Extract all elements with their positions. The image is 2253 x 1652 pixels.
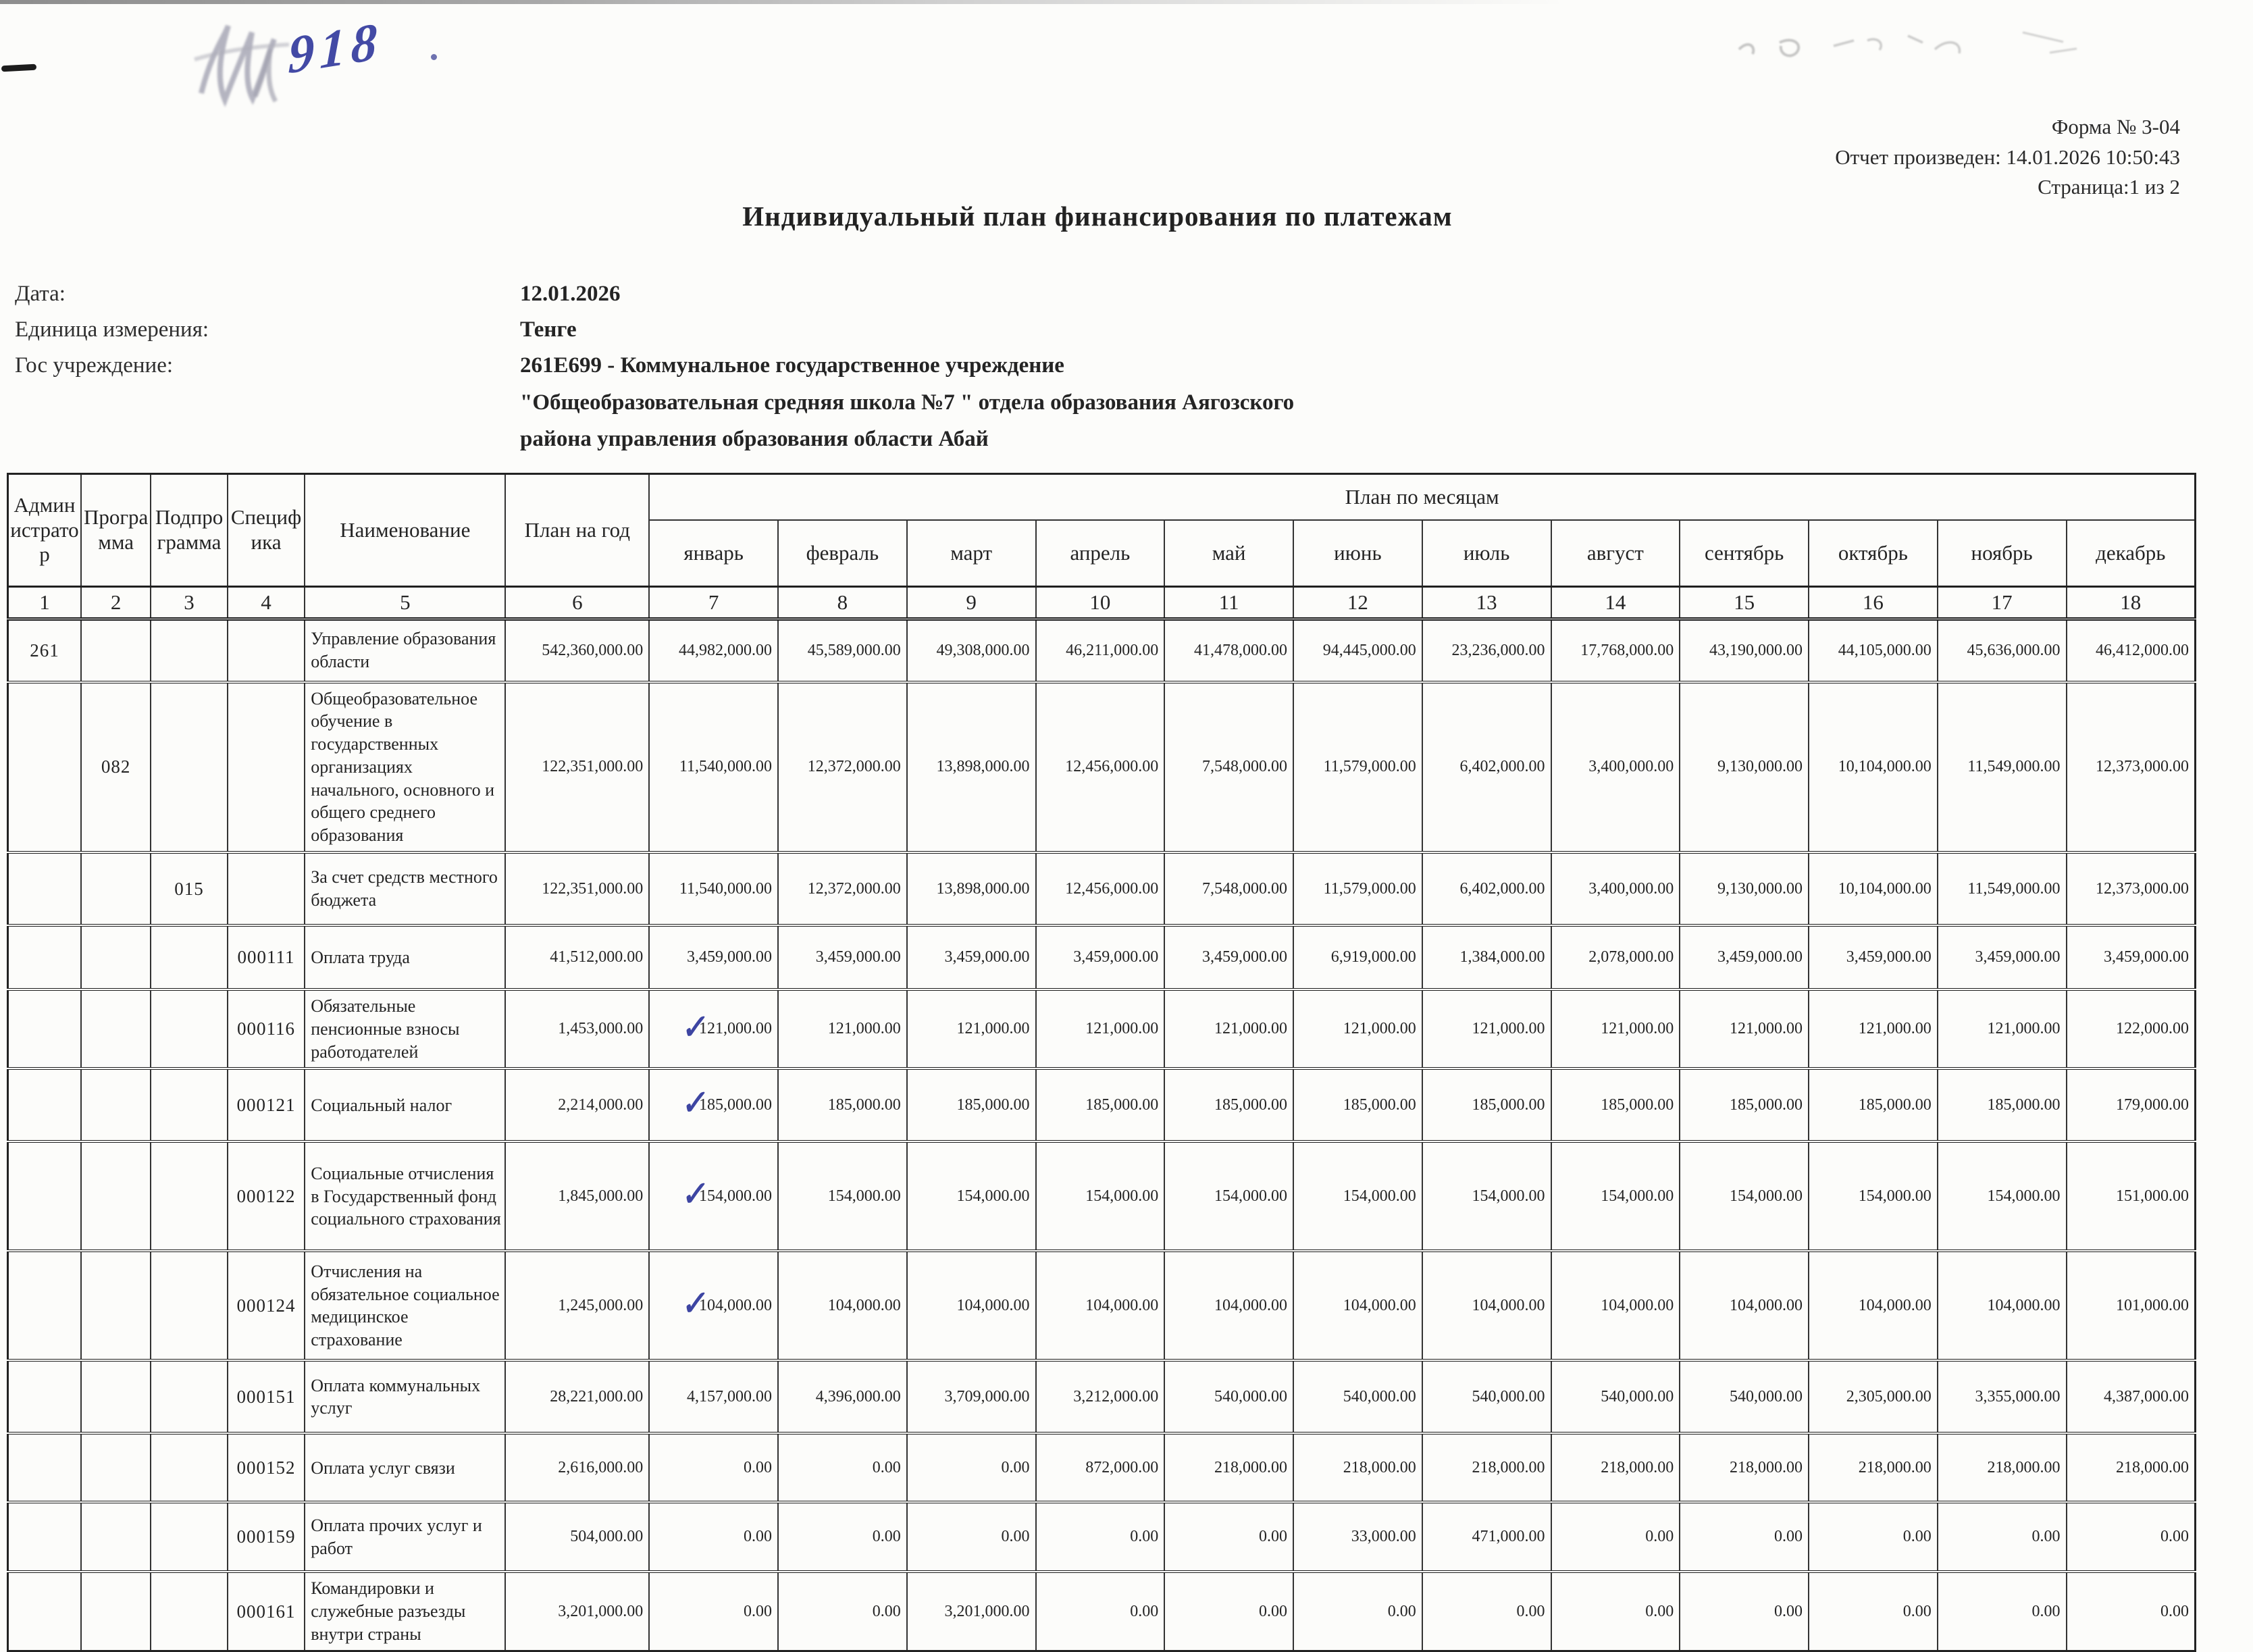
cell-month-1: 44,982,000.00 [649,619,778,682]
pencil-smudge [1732,12,2097,80]
cell-month-8: 154,000.00 [1551,1141,1680,1251]
cell-month-11: 185,000.00 [1938,1068,2067,1141]
cell-subprogram [151,1141,227,1251]
cell-month-7: 154,000.00 [1422,1141,1551,1251]
cell-specific: 000152 [228,1433,305,1502]
table-row [8,852,2196,925]
cell-month-7: 185,000.00 [1422,1068,1551,1141]
cell-month-9: 218,000.00 [1680,1433,1809,1502]
cell-administrator [8,989,81,1068]
cell-month-8: 0.00 [1551,1572,1680,1651]
cell-month-8: 2,078,000.00 [1551,925,1680,989]
cell-month-1: ✓ 185,000.00 [649,1068,778,1141]
date-value: 12.01.2026 [520,282,621,306]
cell-month-3: 3,459,000.00 [907,925,1036,989]
cell-month-12: 0.00 [2067,1502,2196,1572]
header-month-8: август [1551,520,1680,587]
cell-plan-year: 2,616,000.00 [505,1433,649,1502]
cell-administrator [8,682,81,853]
cell-month-4: 0.00 [1036,1502,1165,1572]
cell-month-12: 12,373,000.00 [2067,682,2196,853]
column-number-10: 10 [1036,587,1165,619]
cell-month-5: 104,000.00 [1164,1251,1293,1360]
handwritten-checkmark: ✓ [677,1084,709,1122]
cell-month-4: 185,000.00 [1036,1068,1165,1141]
cell-month-8: 3,400,000.00 [1551,682,1680,853]
cell-month-3: 0.00 [907,1502,1036,1572]
table-row [8,1433,2196,1502]
cell-month-5: 7,548,000.00 [1164,682,1293,853]
cell-specific [228,682,305,853]
cell-month-3: 13,898,000.00 [907,682,1036,853]
cell-month-4: 12,456,000.00 [1036,852,1165,925]
cell-specific: 000151 [228,1360,305,1433]
cell-month-4: 3,212,000.00 [1036,1360,1165,1433]
cell-month-5: 185,000.00 [1164,1068,1293,1141]
header-month-12: декабрь [2067,520,2196,587]
report-generated: Отчет произведен: 14.01.2026 10:50:43 [1835,145,2180,169]
cell-month-1: 3,459,000.00 [649,925,778,989]
cell-name: Оплата труда [305,925,505,989]
cell-month-5: 0.00 [1164,1502,1293,1572]
org-value-line3: района управления образования области Абай [520,427,989,452]
cell-month-1: 11,540,000.00 [649,852,778,925]
column-number-9: 9 [907,587,1036,619]
cell-program [81,619,151,682]
cell-month-7: 6,402,000.00 [1422,682,1551,853]
cell-administrator [8,1502,81,1572]
header-month-2: февраль [778,520,907,587]
column-number-16: 16 [1809,587,1938,619]
cell-month-2: 0.00 [778,1433,907,1502]
ink-dot [431,54,437,60]
header-month-7: июль [1422,520,1551,587]
cell-month-4: 12,456,000.00 [1036,682,1165,853]
cell-month-5: 7,548,000.00 [1164,852,1293,925]
cell-month-11: 0.00 [1938,1572,2067,1651]
header-month-4: апрель [1036,520,1165,587]
header-month-9: сентябрь [1680,520,1809,587]
cell-month-1: ✓ 104,000.00 [649,1251,778,1360]
cell-month-9: 154,000.00 [1680,1141,1809,1251]
cell-subprogram [151,989,227,1068]
cell-plan-year: 542,360,000.00 [505,619,649,682]
table-row [8,989,2196,1068]
cell-month-2: 0.00 [778,1502,907,1572]
cell-month-6: 104,000.00 [1293,1251,1422,1360]
cell-plan-year: 1,453,000.00 [505,989,649,1068]
cell-month-1: 0.00 [649,1433,778,1502]
cell-month-7: 104,000.00 [1422,1251,1551,1360]
header-subprogram: Подпрограмма [151,474,227,587]
cell-month-8: 3,400,000.00 [1551,852,1680,925]
cell-specific [228,619,305,682]
cell-month-8: 121,000.00 [1551,989,1680,1068]
cell-program [81,989,151,1068]
cell-month-8: 218,000.00 [1551,1433,1680,1502]
cell-plan-year: 2,214,000.00 [505,1068,649,1141]
column-number-7: 7 [649,587,778,619]
cell-month-2: 3,459,000.00 [778,925,907,989]
cell-subprogram [151,1433,227,1502]
table-row [8,1251,2196,1360]
financing-plan-table [7,473,2196,1652]
cell-month-11: 45,636,000.00 [1938,619,2067,682]
cell-subprogram [151,1572,227,1651]
header-month-11: ноябрь [1938,520,2067,587]
cell-plan-year: 3,201,000.00 [505,1572,649,1651]
cell-subprogram [151,619,227,682]
cell-month-2: 121,000.00 [778,989,907,1068]
table-row [8,1502,2196,1572]
cell-month-4: 0.00 [1036,1572,1165,1651]
column-number-8: 8 [778,587,907,619]
header-plan-year: План на год [505,474,649,587]
cell-month-6: 11,579,000.00 [1293,852,1422,925]
cell-specific [228,852,305,925]
column-number-1: 1 [8,587,81,619]
handwritten-number: 918 [288,10,383,85]
cell-month-8: 104,000.00 [1551,1251,1680,1360]
cell-month-4: 104,000.00 [1036,1251,1165,1360]
cell-month-6: 0.00 [1293,1572,1422,1651]
cell-name: Оплата прочих услуг и работ [305,1502,505,1572]
cell-specific: 000161 [228,1572,305,1651]
cell-month-1: ✓ 154,000.00 [649,1141,778,1251]
cell-plan-year: 41,512,000.00 [505,925,649,989]
cell-month-12: 4,387,000.00 [2067,1360,2196,1433]
cell-month-4: 154,000.00 [1036,1141,1165,1251]
cell-program [81,1141,151,1251]
date-label: Дата: [15,282,66,306]
cell-program [81,925,151,989]
cell-month-12: 122,000.00 [2067,989,2196,1068]
cell-month-11: 0.00 [1938,1502,2067,1572]
column-number-15: 15 [1680,587,1809,619]
cell-month-12: 179,000.00 [2067,1068,2196,1141]
header-plan-months: План по месяцам [649,474,2195,521]
page-title: Индивидуальный план финансирования по платежам [742,201,1453,232]
column-number-11: 11 [1164,587,1293,619]
cell-specific: 000124 [228,1251,305,1360]
header-specific: Специфика [228,474,305,587]
header-administrator: Администратор [8,474,81,587]
cell-month-12: 218,000.00 [2067,1433,2196,1502]
cell-month-9: 185,000.00 [1680,1068,1809,1141]
cell-program [81,852,151,925]
cell-month-9: 121,000.00 [1680,989,1809,1068]
cell-name: Управление образования области [305,619,505,682]
cell-month-3: 0.00 [907,1433,1036,1502]
column-number-13: 13 [1422,587,1551,619]
cell-plan-year: 122,351,000.00 [505,852,649,925]
cell-name: Оплата коммунальных услуг [305,1360,505,1433]
cell-month-12: 151,000.00 [2067,1141,2196,1251]
cell-month-5: 0.00 [1164,1572,1293,1651]
cell-month-8: 17,768,000.00 [1551,619,1680,682]
header-month-3: март [907,520,1036,587]
cell-subprogram [151,1068,227,1141]
cell-subprogram [151,682,227,853]
cell-month-3: 49,308,000.00 [907,619,1036,682]
cell-administrator: 261 [8,619,81,682]
cell-subprogram [151,1360,227,1433]
table-row [8,1572,2196,1651]
cell-month-5: 154,000.00 [1164,1141,1293,1251]
handwritten-annotation [188,5,471,113]
cell-subprogram [151,1251,227,1360]
cell-month-2: 12,372,000.00 [778,852,907,925]
header-name: Наименование [305,474,505,587]
cell-month-6: 11,579,000.00 [1293,682,1422,853]
org-value-line1: 261E699 - Коммунальное государственное учреждение [520,353,1064,378]
cell-specific: 000116 [228,989,305,1068]
cell-month-2: 45,589,000.00 [778,619,907,682]
cell-month-1: 0.00 [649,1502,778,1572]
cell-month-8: 185,000.00 [1551,1068,1680,1141]
cell-month-10: 185,000.00 [1809,1068,1938,1141]
cell-month-10: 2,305,000.00 [1809,1360,1938,1433]
cell-month-3: 13,898,000.00 [907,852,1036,925]
handwritten-checkmark: ✓ [677,1285,709,1323]
cell-administrator [8,1360,81,1433]
cell-month-5: 121,000.00 [1164,989,1293,1068]
cell-month-11: 121,000.00 [1938,989,2067,1068]
column-number-18: 18 [2067,587,2196,619]
cell-administrator [8,1068,81,1141]
table-body [8,619,2196,1651]
cell-month-10: 154,000.00 [1809,1141,1938,1251]
table-header [8,474,2196,619]
cell-month-11: 3,355,000.00 [1938,1360,2067,1433]
cell-month-6: 94,445,000.00 [1293,619,1422,682]
cell-month-10: 10,104,000.00 [1809,682,1938,853]
table-row [8,1068,2196,1141]
cell-month-9: 104,000.00 [1680,1251,1809,1360]
table-row [8,925,2196,989]
page-indicator: Страница:1 из 2 [2038,175,2180,199]
cell-month-9: 9,130,000.00 [1680,682,1809,853]
cell-month-9: 0.00 [1680,1572,1809,1651]
cell-month-10: 0.00 [1809,1502,1938,1572]
org-value [520,350,1294,461]
cell-month-12: 101,000.00 [2067,1251,2196,1360]
cell-name: Социальный налог [305,1068,505,1141]
cell-month-1: 4,157,000.00 [649,1360,778,1433]
cell-month-11: 3,459,000.00 [1938,925,2067,989]
cell-month-2: 4,396,000.00 [778,1360,907,1433]
cell-month-11: 104,000.00 [1938,1251,2067,1360]
cell-administrator [8,1141,81,1251]
cell-plan-year: 504,000.00 [505,1502,649,1572]
cell-month-11: 154,000.00 [1938,1141,2067,1251]
cell-name: Командировки и служебные разъезды внутри страны [305,1572,505,1651]
cell-month-10: 121,000.00 [1809,989,1938,1068]
cell-month-3: 3,709,000.00 [907,1360,1036,1433]
cell-program [81,1502,151,1572]
cell-subprogram [151,1502,227,1572]
cell-month-12: 3,459,000.00 [2067,925,2196,989]
column-number-17: 17 [1938,587,2067,619]
cell-month-4: 121,000.00 [1036,989,1165,1068]
cell-month-9: 540,000.00 [1680,1360,1809,1433]
scan-left-dash [1,64,36,72]
cell-month-7: 471,000.00 [1422,1502,1551,1572]
cell-month-7: 6,402,000.00 [1422,852,1551,925]
column-number-3: 3 [151,587,227,619]
cell-month-6: 218,000.00 [1293,1433,1422,1502]
form-number: Форма № 3-04 [2051,115,2180,138]
cell-plan-year: 1,845,000.00 [505,1141,649,1251]
cell-month-6: 33,000.00 [1293,1502,1422,1572]
cell-plan-year: 28,221,000.00 [505,1360,649,1433]
column-number-5: 5 [305,587,505,619]
table-row [8,1360,2196,1433]
column-number-14: 14 [1551,587,1680,619]
cell-month-11: 218,000.00 [1938,1433,2067,1502]
cell-specific: 000122 [228,1141,305,1251]
cell-month-7: 23,236,000.00 [1422,619,1551,682]
cell-month-5: 218,000.00 [1164,1433,1293,1502]
cell-month-8: 540,000.00 [1551,1360,1680,1433]
cell-specific: 000111 [228,925,305,989]
cell-month-9: 0.00 [1680,1502,1809,1572]
cell-month-7: 0.00 [1422,1572,1551,1651]
cell-month-12: 12,373,000.00 [2067,852,2196,925]
org-label: Гос учреждение: [15,353,174,378]
table-row [8,682,2196,853]
cell-month-3: 104,000.00 [907,1251,1036,1360]
org-value-line2: "Общеобразовательная средняя школа №7 " отдела образования Аягозского [520,390,1295,415]
table-row [8,1141,2196,1251]
cell-month-6: 185,000.00 [1293,1068,1422,1141]
cell-month-5: 41,478,000.00 [1164,619,1293,682]
column-number-6: 6 [505,587,649,619]
scan-edge-line [0,0,1567,4]
cell-name: Общеобразовательное обучение в государственных организациях начального, основного и общего среднего образования [305,682,505,853]
cell-plan-year: 122,351,000.00 [505,682,649,853]
cell-month-12: 0.00 [2067,1572,2196,1651]
cell-month-10: 3,459,000.00 [1809,925,1938,989]
handwritten-checkmark: ✓ [677,1008,709,1046]
cell-name: Оплата услуг связи [305,1433,505,1502]
cell-month-4: 3,459,000.00 [1036,925,1165,989]
info-block [15,278,1568,465]
column-number-2: 2 [81,587,151,619]
header-month-10: октябрь [1809,520,1938,587]
cell-month-2: 154,000.00 [778,1141,907,1251]
unit-label: Единица измерения: [15,317,209,342]
cell-month-10: 10,104,000.00 [1809,852,1938,925]
cell-subprogram [151,925,227,989]
cell-specific: 000121 [228,1068,305,1141]
cell-administrator [8,1572,81,1651]
cell-program [81,1251,151,1360]
cell-month-3: 3,201,000.00 [907,1572,1036,1651]
cell-month-11: 11,549,000.00 [1938,682,2067,853]
document-meta [1835,112,2180,203]
cell-month-2: 0.00 [778,1572,907,1651]
cell-administrator [8,1433,81,1502]
cell-program [81,1360,151,1433]
cell-program [81,1068,151,1141]
cell-name: Социальные отчисления в Государственный фонд социального страхования [305,1141,505,1251]
column-number-12: 12 [1293,587,1422,619]
table-row [8,619,2196,682]
cell-administrator [8,925,81,989]
cell-month-2: 104,000.00 [778,1251,907,1360]
cell-month-6: 6,919,000.00 [1293,925,1422,989]
cell-month-7: 1,384,000.00 [1422,925,1551,989]
handwritten-checkmark: ✓ [677,1175,709,1214]
header-month-1: январь [649,520,778,587]
header-month-5: май [1164,520,1293,587]
cell-month-7: 218,000.00 [1422,1433,1551,1502]
cell-month-10: 0.00 [1809,1572,1938,1651]
cell-month-9: 3,459,000.00 [1680,925,1809,989]
cell-month-2: 185,000.00 [778,1068,907,1141]
cell-month-3: 185,000.00 [907,1068,1036,1141]
cell-administrator [8,852,81,925]
cell-month-7: 540,000.00 [1422,1360,1551,1433]
cell-month-4: 46,211,000.00 [1036,619,1165,682]
cell-subprogram: 015 [151,852,227,925]
cell-month-1: 11,540,000.00 [649,682,778,853]
cell-month-7: 121,000.00 [1422,989,1551,1068]
cell-month-11: 11,549,000.00 [1938,852,2067,925]
cell-month-3: 154,000.00 [907,1141,1036,1251]
cell-program [81,1433,151,1502]
cell-month-9: 9,130,000.00 [1680,852,1809,925]
cell-month-10: 44,105,000.00 [1809,619,1938,682]
cell-name: За счет средств местного бюджета [305,852,505,925]
cell-program: 082 [81,682,151,853]
cell-month-8: 0.00 [1551,1502,1680,1572]
cell-plan-year: 1,245,000.00 [505,1251,649,1360]
cell-administrator [8,1251,81,1360]
unit-value: Тенге [520,317,577,342]
cell-specific: 000159 [228,1502,305,1572]
cell-month-10: 104,000.00 [1809,1251,1938,1360]
header-program: Программа [81,474,151,587]
cell-month-3: 121,000.00 [907,989,1036,1068]
cell-month-2: 12,372,000.00 [778,682,907,853]
header-month-6: июнь [1293,520,1422,587]
cell-month-5: 3,459,000.00 [1164,925,1293,989]
cell-month-4: 872,000.00 [1036,1433,1165,1502]
cell-month-10: 218,000.00 [1809,1433,1938,1502]
cell-month-5: 540,000.00 [1164,1360,1293,1433]
cell-month-6: 540,000.00 [1293,1360,1422,1433]
cell-month-1: ✓ 121,000.00 [649,989,778,1068]
cell-program [81,1572,151,1651]
cell-month-1: 0.00 [649,1572,778,1651]
cell-month-9: 43,190,000.00 [1680,619,1809,682]
cell-name: Отчисления на обязательное социальное медицинское страхование [305,1251,505,1360]
cell-month-6: 121,000.00 [1293,989,1422,1068]
cell-month-12: 46,412,000.00 [2067,619,2196,682]
cell-name: Обязательные пенсионные взносы работодателей [305,989,505,1068]
column-number-4: 4 [228,587,305,619]
cell-month-6: 154,000.00 [1293,1141,1422,1251]
